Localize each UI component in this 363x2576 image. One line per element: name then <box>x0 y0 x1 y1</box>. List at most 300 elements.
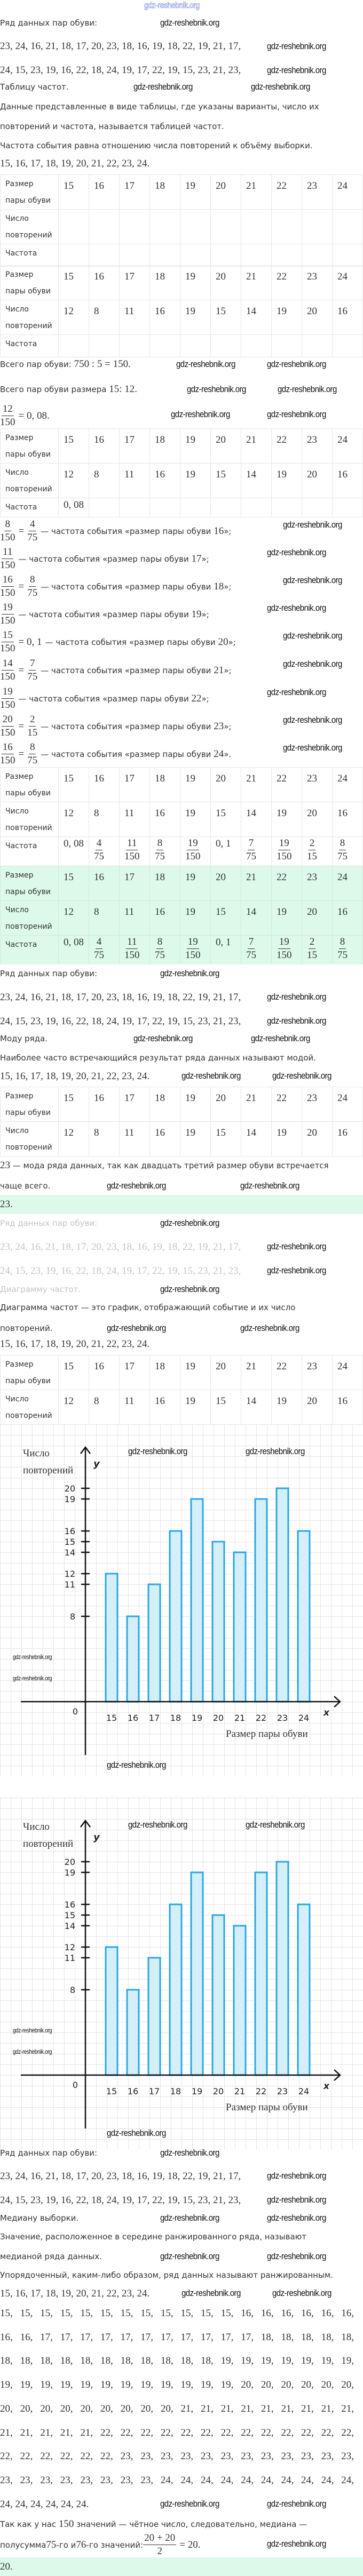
answer-value: 23. <box>0 1199 13 1210</box>
numerator: 19 <box>2 687 14 699</box>
table-cell: 18 <box>150 768 180 802</box>
numerator: 8 <box>156 838 164 850</box>
numerator: 20 <box>2 714 14 727</box>
table-cell <box>150 498 180 517</box>
denominator: 15 <box>27 727 38 738</box>
fraction-value: = 0, 1 <box>18 636 42 648</box>
denominator: 150 <box>185 950 201 961</box>
event-size: 22 <box>191 692 202 704</box>
bar-24 <box>298 1904 310 2075</box>
table-cell: 12 <box>59 802 89 837</box>
x-tick-label: 16 <box>127 2086 139 2096</box>
table-cell: 17 <box>120 1355 150 1390</box>
definition-text: Значение, расположенное в середине ранжированного ряда, называют <box>0 2232 307 2242</box>
table-row-size <box>1 866 363 901</box>
table-cell <box>180 244 211 267</box>
fraction-line <box>0 687 209 711</box>
table-cell <box>241 244 272 267</box>
table-cell: 15 <box>59 429 89 464</box>
row-label-freq <box>1 837 59 866</box>
row-label-count <box>1 802 59 837</box>
table-cell: 16 <box>89 768 120 802</box>
event-text <box>19 609 209 620</box>
watermark: gdz-reshebnik.org <box>107 1760 166 1770</box>
bar-21 <box>234 1926 246 2075</box>
table-cell: 19 <box>272 300 302 335</box>
fraction <box>337 937 348 961</box>
median-reason <box>0 2519 307 2530</box>
table <box>0 767 363 866</box>
definition-text: повторений и частота, называется таблицей частот. <box>0 122 224 131</box>
event-text <box>41 665 231 676</box>
definition-text: Данные представленные в виде таблицы, где указаны варианты, число их <box>0 102 319 111</box>
table-cell: 19 <box>180 1390 211 1425</box>
x-axis-symbol: x <box>323 1708 329 1718</box>
table-cell: 18 <box>150 175 180 210</box>
x-tick-label: 18 <box>170 1713 182 1723</box>
table-cell <box>180 335 211 357</box>
denominator: 75 <box>94 950 104 961</box>
watermark: gdz-reshebnik.org <box>267 1265 326 1275</box>
data-series-line: 24, 15, 23, 19, 16, 22, 18, 24, 19, 17, 22, 19, 15, 23, 21, 23, <box>0 65 241 76</box>
table-cell <box>302 210 333 244</box>
event-size: 24 <box>214 748 224 760</box>
watermark: gdz-reshebnik.org <box>267 2171 326 2181</box>
watermark: gdz-reshebnik.org <box>267 2213 326 2223</box>
table-cell: 19 <box>180 866 211 901</box>
table-cell: 23 <box>302 175 333 210</box>
watermark: gdz-reshebnik.org <box>13 1653 52 1661</box>
watermark: gdz-reshebnik.org <box>13 1674 52 1682</box>
event-text <box>45 637 235 648</box>
table-cell: 16 <box>89 1087 120 1122</box>
row-label-text: Частота <box>5 842 37 850</box>
fraction <box>0 547 15 571</box>
watermark: gdz-reshebnik.org <box>251 1033 310 1043</box>
ranked-line: 15, 15, 15, 15, 15, 15, 15, 15, 15, 15, 15, 15, 16, 16, 16, 16, 16, 16, <box>0 2308 354 2319</box>
fraction-result: = 0, 08. <box>18 410 50 421</box>
table-cell: 14 <box>241 901 272 936</box>
y-tick-label: 16 <box>64 1526 75 1536</box>
table-cell: 15 <box>211 1122 241 1157</box>
table-cell: 15 <box>59 866 89 901</box>
row-label-text: пары обуви <box>5 888 51 896</box>
table-cell: 19 <box>272 1122 302 1157</box>
table-cell: 16 <box>89 866 120 901</box>
data-series-label: Ряд данных пар обуви: <box>0 969 98 978</box>
table-cell: 21 <box>241 1355 272 1390</box>
definition-text: Наиболее часто встречающийся результат ряда данных называют модой. <box>0 1053 316 1063</box>
denominator: 150 <box>0 699 15 711</box>
bar-21 <box>234 1552 246 1702</box>
table-cell: 8 <box>89 464 120 498</box>
numerator: 8 <box>4 519 12 531</box>
equals-sign: = <box>18 525 25 537</box>
event-size: 17 <box>191 553 202 564</box>
denominator: 75 <box>94 851 104 862</box>
table-cell <box>59 936 89 965</box>
reason-text: Так как у нас <box>0 2519 59 2529</box>
table-cell: 16 <box>89 266 120 300</box>
denominator: 75 <box>27 532 38 543</box>
watermark: gdz-reshebnik.org <box>144 1 200 10</box>
row-label-text: пары обуви <box>5 789 51 797</box>
y-axis-label: Число <box>23 1821 50 1832</box>
event-size: 19 <box>191 608 202 620</box>
x-tick-label: 16 <box>127 1713 139 1723</box>
table-cell: 15 <box>211 901 241 936</box>
table-cell: 24 <box>333 175 363 210</box>
table-cell <box>89 936 120 965</box>
numerator: 20 + 20 <box>143 2533 176 2545</box>
table-cell: 19 <box>272 802 302 837</box>
row-label-freq <box>1 936 59 965</box>
table-cell: 16 <box>150 1390 180 1425</box>
table-cell: 24 <box>333 866 363 901</box>
row-label-text: пары обуви <box>5 196 51 205</box>
table-row-freq <box>1 498 363 517</box>
table-cell <box>89 210 120 244</box>
numerator: 19 <box>187 937 199 949</box>
frequency-table-answer <box>0 866 363 964</box>
table <box>0 866 363 964</box>
watermark: gdz-reshebnik.org <box>160 18 219 28</box>
table-cell: 24 <box>333 429 363 464</box>
half-text: -го и <box>56 2540 76 2550</box>
row-label-text: Число <box>5 1395 29 1403</box>
table-row-count <box>1 1122 363 1157</box>
denominator: 75 <box>27 671 38 682</box>
table-cell: 24 <box>333 768 363 802</box>
table-row-size <box>1 429 363 464</box>
event-end: »; <box>224 665 232 675</box>
bar-20 <box>212 1915 224 2075</box>
table-cell: 19 <box>180 175 211 210</box>
fraction <box>0 714 15 738</box>
table-cell <box>150 335 180 357</box>
data-series-line: 23, 24, 16, 21, 18, 17, 20, 23, 18, 16, 19, 18, 22, 19, 21, 17, <box>0 41 241 52</box>
table-cell: 15 <box>59 768 89 802</box>
task-heading: Диаграмму частот. <box>0 1285 81 1294</box>
fraction-line <box>0 519 231 543</box>
watermark: gdz-reshebnik.org <box>267 1241 326 1251</box>
table-cell <box>302 498 333 517</box>
event-size: 18 <box>214 580 224 592</box>
watermark: gdz-reshebnik.org <box>246 1446 305 1456</box>
ranked-line: 23, 23, 23, 23, 23, 23, 23, 23, 24, 24, 24, 24, 24, 24, 24, 24, 24, 24, <box>0 2474 354 2486</box>
denominator: 150 <box>0 532 15 543</box>
watermark: gdz-reshebnik.org <box>283 631 342 641</box>
table <box>0 174 363 267</box>
watermark: gdz-reshebnik.org <box>251 82 310 92</box>
row-label-count <box>1 210 59 244</box>
table-cell <box>272 335 302 357</box>
data-series-line: 23, 24, 16, 21, 18, 17, 20, 23, 18, 16, 19, 18, 22, 19, 21, 17, <box>0 1241 241 1253</box>
fraction-line <box>0 658 231 682</box>
watermark: gdz-reshebnik.org <box>107 2128 166 2138</box>
total-pairs <box>0 359 131 370</box>
row-label-count <box>1 901 59 936</box>
fraction <box>27 519 37 543</box>
bar-23 <box>277 1488 288 1702</box>
table-cell: 8 <box>89 802 120 837</box>
denominator: 75 <box>337 950 348 961</box>
watermark: gdz-reshebnik.org <box>160 2251 219 2261</box>
table-cell <box>59 837 89 866</box>
event-end: »; <box>224 526 232 536</box>
fraction <box>94 937 104 961</box>
half-75: 75 <box>46 2539 57 2550</box>
fraction <box>0 404 15 428</box>
row-label-freq <box>1 335 59 357</box>
watermark: gdz-reshebnik.org <box>240 1181 299 1191</box>
event-end: »; <box>201 693 209 704</box>
event-prefix: — частота события «размер пары обуви <box>18 609 192 619</box>
numerator: 15 <box>2 630 14 642</box>
row-label-text: пары обуви <box>5 1377 51 1385</box>
first-fraction-line <box>0 404 50 428</box>
data-series-line: 24, 15, 23, 19, 16, 22, 18, 24, 19, 17, 22, 19, 15, 23, 21, 23, <box>0 2195 241 2206</box>
event-text <box>41 721 231 732</box>
x-tick-label: 22 <box>255 1713 267 1723</box>
table-cell: 15 <box>211 464 241 498</box>
event-prefix: — частота события «размер пары обуви <box>41 581 214 592</box>
numerator: 19 <box>2 602 14 615</box>
x-tick-label: 24 <box>298 1713 310 1723</box>
event-end: »; <box>228 637 236 647</box>
table-cell: 17 <box>120 429 150 464</box>
y-tick-label: 11 <box>64 1580 75 1590</box>
table-cell: 19 <box>180 429 211 464</box>
watermark: gdz-reshebnik.org <box>13 2027 52 2034</box>
table-cell: 21 <box>241 866 272 901</box>
table-cell: 20 <box>302 1390 333 1425</box>
row-label-size <box>1 175 59 210</box>
row-label-size <box>1 1355 59 1390</box>
table-cell <box>59 244 89 267</box>
x-tick-label: 19 <box>191 1713 203 1723</box>
y-axis-symbol: y <box>93 1832 100 1843</box>
table-cell <box>150 837 180 866</box>
table-cell: 19 <box>272 1390 302 1425</box>
table-cell: 18 <box>150 866 180 901</box>
denominator: 150 <box>277 851 292 862</box>
fraction <box>27 714 37 738</box>
x-axis-label: Размер пары обуви <box>226 2102 308 2113</box>
denominator: 150 <box>0 417 15 428</box>
table-cell: 24 <box>333 1355 363 1390</box>
numerator: 8 <box>339 838 346 850</box>
fraction <box>27 575 37 599</box>
event-text <box>41 749 231 760</box>
table-cell <box>333 837 363 866</box>
table-cell: 23 <box>302 266 333 300</box>
x-axis-label: Размер пары обуви <box>226 1728 308 1740</box>
table-cell: 15 <box>59 175 89 210</box>
table-cell <box>211 498 241 517</box>
table-cell <box>89 244 120 267</box>
table-cell <box>302 244 333 267</box>
table-cell <box>150 210 180 244</box>
table-cell: 21 <box>241 429 272 464</box>
table-cell: 14 <box>241 464 272 498</box>
watermark: gdz-reshebnik.org <box>267 41 326 51</box>
row-label-text: пары обуви <box>5 450 51 459</box>
y-axis-label: повторений <box>23 1465 74 1476</box>
table-cell: 20 <box>302 300 333 335</box>
table-cell: 22 <box>272 1087 302 1122</box>
fraction <box>0 658 15 682</box>
table-cell: 20 <box>211 175 241 210</box>
watermark: gdz-reshebnik.org <box>171 409 230 419</box>
table-cell: 23 <box>302 1355 333 1390</box>
mode-conclusion <box>0 1160 329 1171</box>
denominator: 150 <box>124 851 140 862</box>
watermark: gdz-reshebnik.org <box>283 743 342 753</box>
watermark: gdz-reshebnik.org <box>160 1218 219 1228</box>
fraction-line <box>0 575 231 599</box>
mode-text: — мода ряда данных, так как двадцать третий размер обуви встречается <box>10 1161 329 1170</box>
fraction-line <box>0 630 236 654</box>
table-cell: 20 <box>302 901 333 936</box>
denominator: 150 <box>0 671 15 682</box>
table-cell: 20 <box>302 464 333 498</box>
numerator: 2 <box>309 838 316 850</box>
fraction-line <box>0 742 231 766</box>
table-row-count <box>1 1390 363 1425</box>
watermark: gdz-reshebnik.org <box>160 1284 219 1294</box>
table-cell <box>302 936 333 965</box>
watermark: gdz-reshebnik.org <box>267 2499 326 2509</box>
table-cell <box>333 498 363 517</box>
table-cell <box>120 498 150 517</box>
row-label-text: Частота <box>5 503 37 512</box>
ranked-line: 16, 16, 17, 17, 17, 17, 17, 17, 17, 17, 17, 17, 17, 18, 18, 18, 18, 18, <box>0 2331 354 2343</box>
table-cell: 19 <box>180 768 211 802</box>
table-cell: 19 <box>180 901 211 936</box>
watermark: gdz-reshebnik.org <box>246 1820 305 1830</box>
reason-count: 150 <box>58 2518 74 2530</box>
watermark: gdz-reshebnik.org <box>176 359 235 369</box>
numerator: 12 <box>2 404 14 416</box>
row-label-size <box>1 768 59 802</box>
chart-svg <box>0 1798 363 2150</box>
table-row-count <box>1 901 363 936</box>
event-size: 21 <box>214 664 224 676</box>
bar-20 <box>212 1542 224 1702</box>
numerator: 7 <box>29 658 36 671</box>
mode-conclusion-end: чаще всего. <box>0 1181 51 1191</box>
ranked-line: 19, 19, 19, 19, 19, 19, 19, 19, 19, 19, 19, 19, 20, 20, 20, 20, 20, 20, <box>0 2379 354 2391</box>
fraction <box>246 838 256 862</box>
definition-text: Диаграмма частот — это график, отображающий событие и их число <box>0 1303 296 1312</box>
row-label-text: повторений <box>5 322 52 330</box>
table-cell: 20 <box>211 768 241 802</box>
event-end: »; <box>224 721 232 731</box>
watermark: gdz-reshebnik.org <box>267 409 326 419</box>
table-cell: 16 <box>333 802 363 837</box>
table-cell <box>333 936 363 965</box>
table-cell: 19 <box>180 802 211 837</box>
watermark: gdz-reshebnik.org <box>160 2213 219 2223</box>
watermark: gdz-reshebnik.org <box>160 2148 219 2158</box>
denominator: 75 <box>27 755 38 766</box>
fraction <box>337 838 348 862</box>
table-cell: 16 <box>333 464 363 498</box>
table-cell: 19 <box>180 300 211 335</box>
y-tick-label: 15 <box>64 1537 75 1547</box>
event-text <box>19 554 209 564</box>
y-axis-symbol: y <box>93 1458 100 1470</box>
x-axis-symbol: x <box>323 2081 329 2092</box>
table-cell: 20 <box>302 802 333 837</box>
table-cell: 8 <box>89 901 120 936</box>
watermark: gdz-reshebnik.org <box>182 1071 241 1081</box>
table-row-freq <box>1 244 363 267</box>
frequency-diagram-answer <box>0 1798 363 2150</box>
event-text <box>41 526 231 537</box>
table-cell: 16 <box>89 175 120 210</box>
table-cell: 16 <box>150 1122 180 1157</box>
table-cell: 12 <box>59 300 89 335</box>
table-cell <box>211 837 241 866</box>
freq-value: 0, 08 <box>64 499 84 511</box>
table-cell: 8 <box>89 1122 120 1157</box>
half-text: полусумма <box>0 2540 46 2550</box>
table-cell: 23 <box>302 429 333 464</box>
origin-label: 0 <box>72 1706 78 1717</box>
watermark: gdz-reshebnik.org <box>283 659 342 669</box>
x-tick-label: 15 <box>106 1713 117 1723</box>
row-label-text: Размер <box>5 772 34 781</box>
row-label-text: повторений <box>5 922 52 931</box>
event-prefix: — частота события «размер пары обуви <box>41 526 214 536</box>
table-cell: 17 <box>120 1087 150 1122</box>
watermark: gdz-reshebnik.org <box>283 520 342 530</box>
bar-18 <box>170 1531 182 1702</box>
table-cell: 15 <box>211 1390 241 1425</box>
row-label-text: Частота <box>5 340 37 348</box>
y-tick-label: 14 <box>64 1921 75 1931</box>
y-tick-label: 8 <box>69 1985 75 1995</box>
table-row-size <box>1 768 363 802</box>
frequency-diagram <box>0 1424 363 1776</box>
fraction <box>143 2533 176 2557</box>
fraction <box>0 575 15 599</box>
x-tick-label: 17 <box>148 1713 160 1723</box>
table-cell <box>150 936 180 965</box>
row-label-text: Частота <box>5 940 37 949</box>
answer-box <box>0 1195 363 1214</box>
table-cell: 12 <box>59 1122 89 1157</box>
table-cell <box>120 936 150 965</box>
watermark: gdz-reshebnik.org <box>272 2288 332 2298</box>
table-cell: 11 <box>120 1122 150 1157</box>
event-end: »; <box>201 554 209 564</box>
equals-sign: = <box>18 748 25 760</box>
table-cell: 19 <box>272 901 302 936</box>
variants-list: 15, 16, 17, 18, 19, 20, 21, 22, 23, 24. <box>0 1071 150 1082</box>
watermark: gdz-reshebnik.org <box>267 687 326 697</box>
variants-list: 15, 16, 17, 18, 19, 20, 21, 22, 23, 24. <box>0 2288 150 2299</box>
row-label-text: Частота <box>5 249 37 258</box>
bar-19 <box>191 1499 203 1702</box>
x-tick-label: 24 <box>298 2086 310 2096</box>
table-cell: 14 <box>241 802 272 837</box>
event-prefix: — частота события «размер пары обуви <box>18 554 192 564</box>
table-cell: 22 <box>272 266 302 300</box>
event-size: 23 <box>214 720 224 732</box>
